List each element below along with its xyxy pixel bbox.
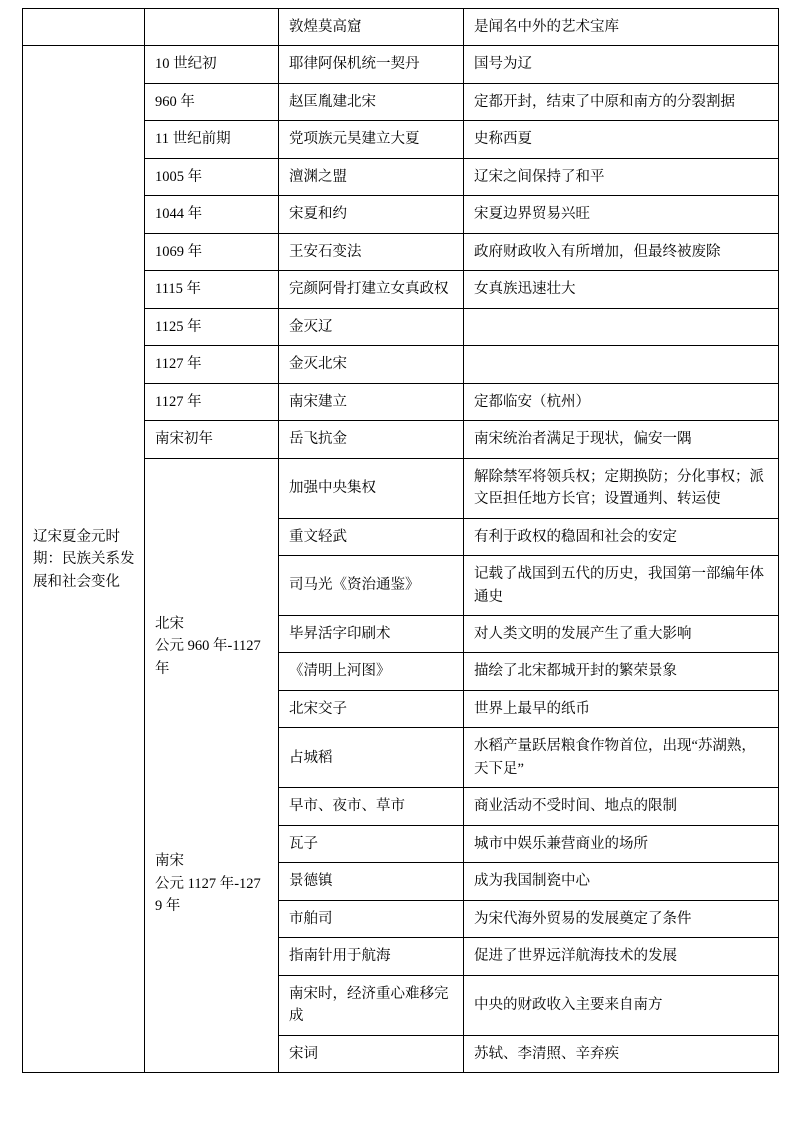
cell-desc: 苏轼、李清照、辛弃疾 (464, 1035, 779, 1072)
cell-event: 司马光《资治通鉴》 (279, 556, 464, 616)
cell-event: 王安石变法 (279, 233, 464, 270)
cell-time: 1127 年 (145, 346, 279, 383)
cell-desc: 定都开封，结束了中原和南方的分裂割据 (464, 83, 779, 120)
cell-desc: 世界上最早的纸币 (464, 690, 779, 727)
cell-event: 党项族元昊建立大夏 (279, 121, 464, 158)
cell-event: 宋夏和约 (279, 196, 464, 233)
cell-time-empty (145, 9, 279, 46)
table-body (23, 9, 779, 1073)
cell-time: 1127 年 (145, 383, 279, 420)
cell-event: 指南针用于航海 (279, 938, 464, 975)
period-south-line2: 公元 1127 年-127 (155, 875, 261, 892)
cell-desc (464, 308, 779, 345)
cell-event: 澶渊之盟 (279, 158, 464, 195)
cell-time: 960 年 (145, 83, 279, 120)
cell-time: 南宋初年 (145, 421, 279, 458)
cell-time: 1044 年 (145, 196, 279, 233)
cell-event: 景德镇 (279, 863, 464, 900)
cell-desc: 成为我国制瓷中心 (464, 863, 779, 900)
cell-event: 早市、夜市、草市 (279, 788, 464, 825)
period-north-line2: 公元 960 年-1127 (155, 638, 261, 655)
period-north-line3: 年 (155, 660, 170, 677)
cell-era-label: 辽宋夏金元时期：民族关系发展和社会变化 (23, 46, 145, 1073)
cell-time: 1115 年 (145, 271, 279, 308)
cell-desc: 有利于政权的稳固和社会的安定 (464, 518, 779, 555)
cell-desc: 辽宋之间保持了和平 (464, 158, 779, 195)
period-north-line1: 北宋 (155, 615, 184, 632)
cell-time: 10 世纪初 (145, 46, 279, 83)
cell-event: 金灭北宋 (279, 346, 464, 383)
cell-desc: 水稻产量跃居粮食作物首位，出现“苏湖熟，天下足” (464, 728, 779, 788)
cell-desc: 定都临安（杭州） (464, 383, 779, 420)
cell-event: 瓦子 (279, 825, 464, 862)
cell-event: 南宋建立 (279, 383, 464, 420)
cell-event: 毕昇活字印刷术 (279, 615, 464, 652)
cell-desc: 描绘了北宋都城开封的繁荣景象 (464, 653, 779, 690)
cell-desc: 记载了战国到五代的历史，我国第一部编年体通史 (464, 556, 779, 616)
period-southern-song (155, 850, 269, 917)
period-south-line3: 9 年 (155, 898, 181, 915)
cell-event: 加强中央集权 (279, 458, 464, 518)
period-south-line1: 南宋 (155, 853, 184, 870)
cell-desc: 中央的财政收入主要来自南方 (464, 975, 779, 1035)
cell-desc: 南宋统治者满足于现状，偏安一隅 (464, 421, 779, 458)
cell-desc: 史称西夏 (464, 121, 779, 158)
cell-time: 1005 年 (145, 158, 279, 195)
cell-event: 岳飞抗金 (279, 421, 464, 458)
cell-desc: 国号为辽 (464, 46, 779, 83)
cell-event: 耶律阿保机统一契丹 (279, 46, 464, 83)
cell-desc: 是闻名中外的艺术宝库 (464, 9, 779, 46)
cell-desc (464, 346, 779, 383)
cell-event: 完颜阿骨打建立女真政权 (279, 271, 464, 308)
cell-desc: 政府财政收入有所增加，但最终被废除 (464, 233, 779, 270)
cell-period-label (145, 458, 279, 1072)
cell-event: 赵匡胤建北宋 (279, 83, 464, 120)
cell-time: 1125 年 (145, 308, 279, 345)
history-summary-table (22, 8, 779, 1073)
cell-desc: 为宋代海外贸易的发展奠定了条件 (464, 900, 779, 937)
cell-event: 金灭辽 (279, 308, 464, 345)
cell-era-empty (23, 9, 145, 46)
cell-desc: 对人类文明的发展产生了重大影响 (464, 615, 779, 652)
cell-desc: 促进了世界远洋航海技术的发展 (464, 938, 779, 975)
period-northern-song (155, 613, 269, 680)
cell-event: 市舶司 (279, 900, 464, 937)
cell-time: 11 世纪前期 (145, 121, 279, 158)
cell-desc: 女真族迅速壮大 (464, 271, 779, 308)
cell-desc: 解除禁军将领兵权；定期换防；分化事权；派文臣担任地方长官；设置通判、转运使 (464, 458, 779, 518)
cell-event: 北宋交子 (279, 690, 464, 727)
cell-time: 1069 年 (145, 233, 279, 270)
table-row (23, 46, 779, 83)
table-row (23, 9, 779, 46)
cell-event: 《清明上河图》 (279, 653, 464, 690)
cell-event: 宋词 (279, 1035, 464, 1072)
cell-event: 敦煌莫高窟 (279, 9, 464, 46)
cell-desc: 商业活动不受时间、地点的限制 (464, 788, 779, 825)
cell-event: 南宋时，经济重心难移完成 (279, 975, 464, 1035)
cell-event: 重文轻武 (279, 518, 464, 555)
cell-event: 占城稻 (279, 728, 464, 788)
cell-desc: 城市中娱乐兼营商业的场所 (464, 825, 779, 862)
cell-desc: 宋夏边界贸易兴旺 (464, 196, 779, 233)
